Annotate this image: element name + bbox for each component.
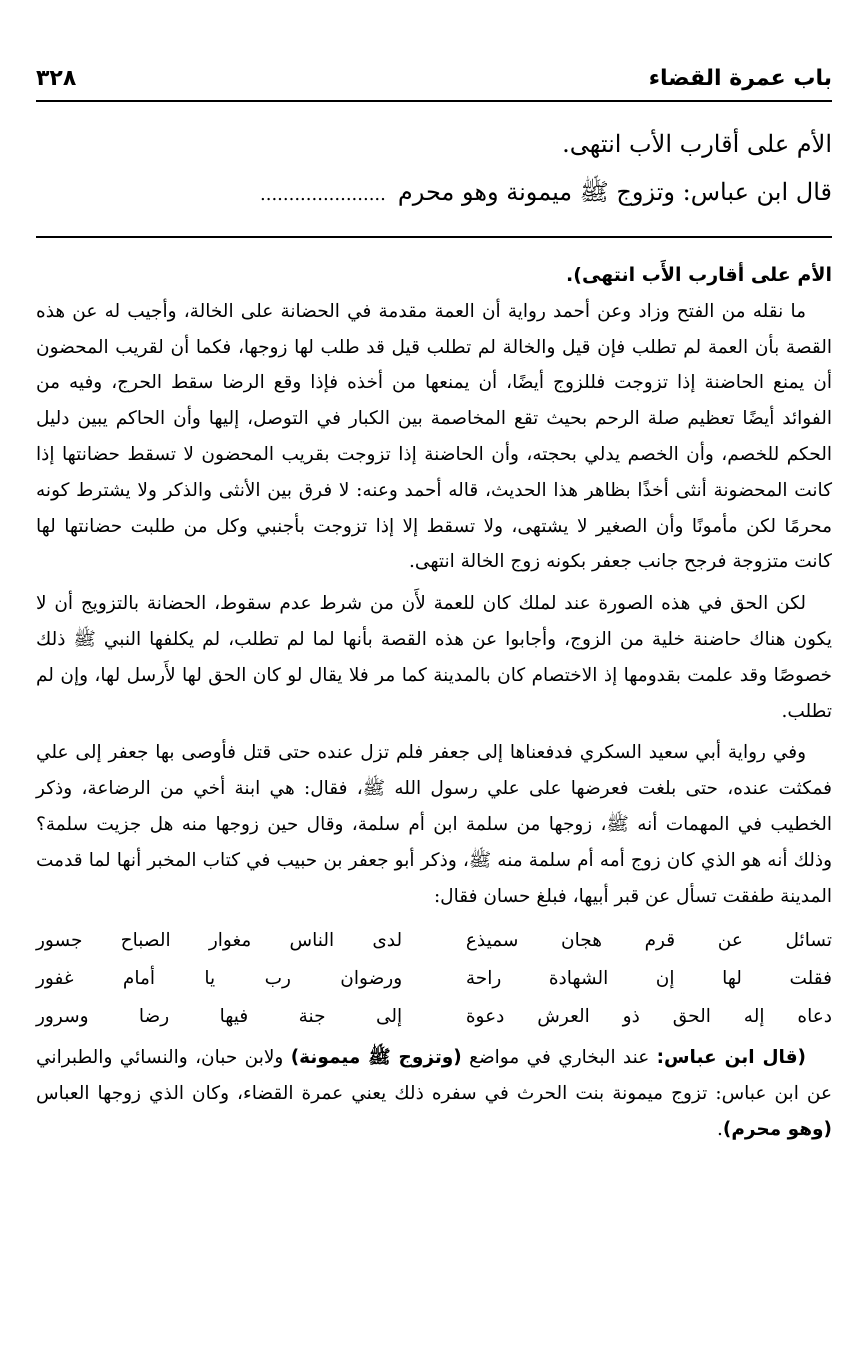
verse-second-hemistich: لدى الناس مغوار الصباح جسور [36, 930, 403, 952]
hadith-line-2 [36, 168, 832, 219]
page-number: ٣٢٨ [36, 65, 77, 91]
section-divider [36, 236, 832, 238]
poem-verse [36, 960, 832, 998]
paragraph-2: لكن الحق في هذه الصورة عند لملك كان للعمة لأَن من شرط عدم سقوط، الحضانة بالتزويج أن لا يكون هناك حاضنة خلية من الزوج، وأجابوا عن هذه القصة بأنها لما لم تطلب، لم يكلفها النبي ﷺ ذلك خصوصًا وقد علمت بقدومها إذ الاختصام كان بالمدينة كما مر فلا يقال لو كان الحق لها لأَرسل لها، وإن لم تطلب. [36, 593, 832, 722]
commentary-heading [36, 258, 832, 294]
verse-first-hemistich: دعاه إله الحق ذو العرش دعوة [465, 1006, 832, 1028]
paragraph-4-part-a: عند البخاري في مواضع [461, 1047, 657, 1069]
hadith-line-2-text: قال ابن عباس: وتزوج ﷺ ميمونة وهو محرم [397, 178, 832, 206]
commentary [36, 258, 832, 1148]
paragraph-1: ما نقله من الفتح وزاد وعن أحمد رواية أن العمة مقدمة في الحضانة على الخالة، وأجيب له عن هذه القصة بأن العمة لم تطلب فإن قيل والخالة لم تطلب قيل قد طلب لها زوجها، فكما أن لقريب المحضون أن يمنع الحاضنة إذا تزوجت فللزوج أيضًا، أن يمنعها من أخذه فإذا وقع الرضا سقط الحرج، وفيه من الفوائد أيضًا تعظيم صلة الرحم بحيث تقع المخاصمة بين الكبار في التوصل، إليها وأن الحاكم يبين دليل الحكم للخصم، وأن الخصم يدلي بحجته، وأن الحاضنة إذا تزوجت بقريب المحضون لا تسقط حضانتها إذا كانت المحضونة أنثى أخذًا بظاهر هذا الحديث، قاله أحمد وعنه: لا فرق بين الأنثى والذكر ولا يشترط كونه محرمًا لكن مأمونًا وأن الصغير لا يشتهى، ولا تسقط إلا إذا تزوجت بأجنبي وكل من طلبت حضانتها لها كانت متزوجة فرجح جانب جعفر بكونه زوج الخالة انتهى. [36, 300, 832, 573]
verse-second-hemistich: إلى جنة فيها رضا وسرور [36, 1006, 403, 1028]
chapter-title: باب عمرة القضاء [648, 65, 832, 91]
verse-second-hemistich: ورضوان رب يا أمام غفور [36, 968, 403, 990]
ellipsis-dots: ...................... [260, 184, 386, 205]
verse-first-hemistich: فقلت لها إن الشهادة راحة [465, 968, 832, 990]
quote-ibn-abbas: (قال ابن عباس: [656, 1047, 807, 1069]
page-header [36, 58, 832, 98]
heading-text: الأم على أقارب الأَب انتهى). [566, 264, 832, 286]
quote-muhrim: (وهو محرم) [722, 1118, 832, 1140]
paragraph-4-part-b: ولابن حبان، والنسائي والطبراني عن ابن عباس: تزوج ميمونة بنت الحرث في سفره ذلك يعني عمرة القضاء، وكان الذي زوجها العباس [36, 1047, 832, 1105]
verse-first-hemistich: تسائل عن قرم هجان سميذع [465, 930, 832, 952]
quote-tazawwaj: (وتزوج ﷺ ميمونة) [290, 1047, 462, 1069]
paragraph-3: وفي رواية أبي سعيد السكري فدفعناها إلى جعفر فلم تزل عنده حتى قتل فأوصى بها جعفر إلى علي فمكثت عنده، حتى بلغت فعرضها على علي رسول الله ﷺ، فقال: هي ابنة أخي من الرضاعة، وذكر الخطيب في المهمات أنه ﷺ، زوجها من سلمة ابن أم سلمة، وقال حين زوجها منه هل جزيت سلمة؟ وذلك أنه هو الذي كان زوج أمه أم سلمة منه ﷺ، وذكر أبو جعفر بن حبيب في كتاب المخبر أنها لما قدمت المدينة طفقت تسأل عن قبر أبيها، فبلغ حسان فقال: [36, 742, 832, 907]
poem [36, 922, 832, 1036]
hadith-line-1: الأم على أقارب الأب انتهى. [562, 130, 832, 158]
poem-verse [36, 998, 832, 1036]
poem-verse [36, 922, 832, 960]
hadith-text [36, 120, 832, 219]
paragraph-4 [36, 1040, 832, 1147]
header-rule [36, 100, 832, 102]
paragraph-4-part-c: . [716, 1118, 723, 1140]
